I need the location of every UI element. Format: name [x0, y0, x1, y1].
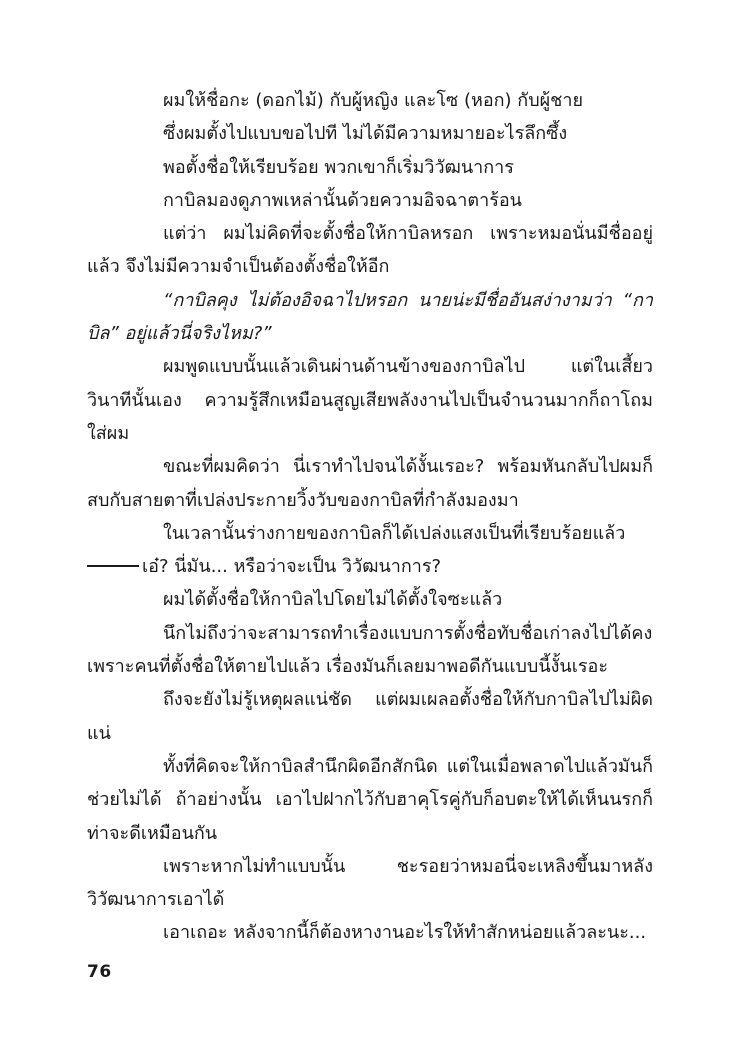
paragraph: เพราะหากไม่ทำแบบนั้น ชะรอยว่าหมอนี่จะเหลิงขึ้นมาหลังวิวัฒนาการเอาได้ — [87, 855, 653, 911]
paragraph: กาบิลมองดูภาพเหล่านั้นด้วยความอิจฉาตาร้อน — [163, 189, 522, 211]
paragraph: ซึ่งผมตั้งไปแบบขอไปที ไม่ได้มีความหมายอะไรลึกซึ้ง — [163, 123, 568, 145]
dash-paragraph-text: เอ๋? นี่มัน... หรือว่าจะเป็น วิวัฒนาการ? — [142, 556, 442, 578]
body-text — [87, 84, 653, 950]
paragraph: เอาเถอะ หลังจากนี้ก็ต้องหางานอะไรให้ทำสักหน่อยแล้วละนะ... — [163, 922, 647, 944]
dialogue-paragraph: “กาบิลคุง ไม่ต้องอิจฉาไปหรอก นายน่ะมีชื่ออันสง่างามว่า “กาบิล” อยู่แล้วนี่จริงไหม?” — [87, 289, 653, 345]
paragraph: แต่ว่า ผมไม่คิดที่จะตั้งชื่อให้กาบิลหรอก เพราะหมอนั่นมีชื่ออยู่แล้ว จึงไม่มีความจำเป็นต้องตั้งชื่อให้อีก — [87, 223, 653, 278]
em-dash-rule — [87, 565, 139, 567]
dash-paragraph — [87, 550, 653, 583]
paragraph: ผมให้ชื่อกะ (ดอกไม้) กับผู้หญิง และโซ (หอก) กับผู้ชาย — [163, 90, 584, 111]
paragraph: ในเวลานั้นร่างกายของกาบิลก็ได้เปล่งแสงเป็นที่เรียบร้อยแล้ว — [163, 522, 626, 544]
paragraph: ผมพูดแบบนั้นแล้วเดินผ่านด้านข้างของกาบิลไป แต่ในเสี้ยววินาทีนั้นเอง ความรู้สึกเหมือนสูญเสียพลังงานไปเป็นจำนวนมากก็ถาโถมใส่ผม — [87, 356, 653, 444]
page-number: 76 — [87, 962, 112, 982]
paragraph: พอตั้งชื่อให้เรียบร้อย พวกเขาก็เริ่มวิวัฒนาการ — [163, 156, 514, 178]
paragraph: นึกไม่ถึงว่าจะสามารถทำเรื่องแบบการตั้งชื่อทับชื่อเก่าลงไปได้คงเพราะคนที่ตั้งชื่อให้ตายไปแล้ว เรื่องมันก็เลยมาพอดีกันแบบนี้งั้นเรอะ — [87, 622, 653, 678]
paragraph: ขณะที่ผมคิดว่า นี่เราทำไปจนได้งั้นเรอะ? พร้อมหันกลับไปผมก็สบกับสายตาที่เปล่งประกายวิ้งวับของกาบิลที่กำลังมองมา — [87, 456, 653, 511]
paragraph: ถึงจะยังไม่รู้เหตุผลแน่ชัด แต่ผมเผลอตั้งชื่อให้กับกาบิลไปไม่ผิดแน่ — [87, 689, 653, 744]
paragraph: ผมได้ตั้งชื่อให้กาบิลไปโดยไม่ได้ตั้งใจซะแล้ว — [163, 589, 503, 611]
paragraph: ทั้งที่คิดจะให้กาบิลสำนึกผิดอีกสักนิด แต่ในเมื่อพลาดไปแล้วมันก็ช่วยไม่ได้ ถ้าอย่างนั้น เอาไปฝากไว้กับฮาคุโรคู่กับก็อบตะให้ได้เห็นนรกก็ท่าจะดีเหมือนกัน — [87, 755, 653, 844]
